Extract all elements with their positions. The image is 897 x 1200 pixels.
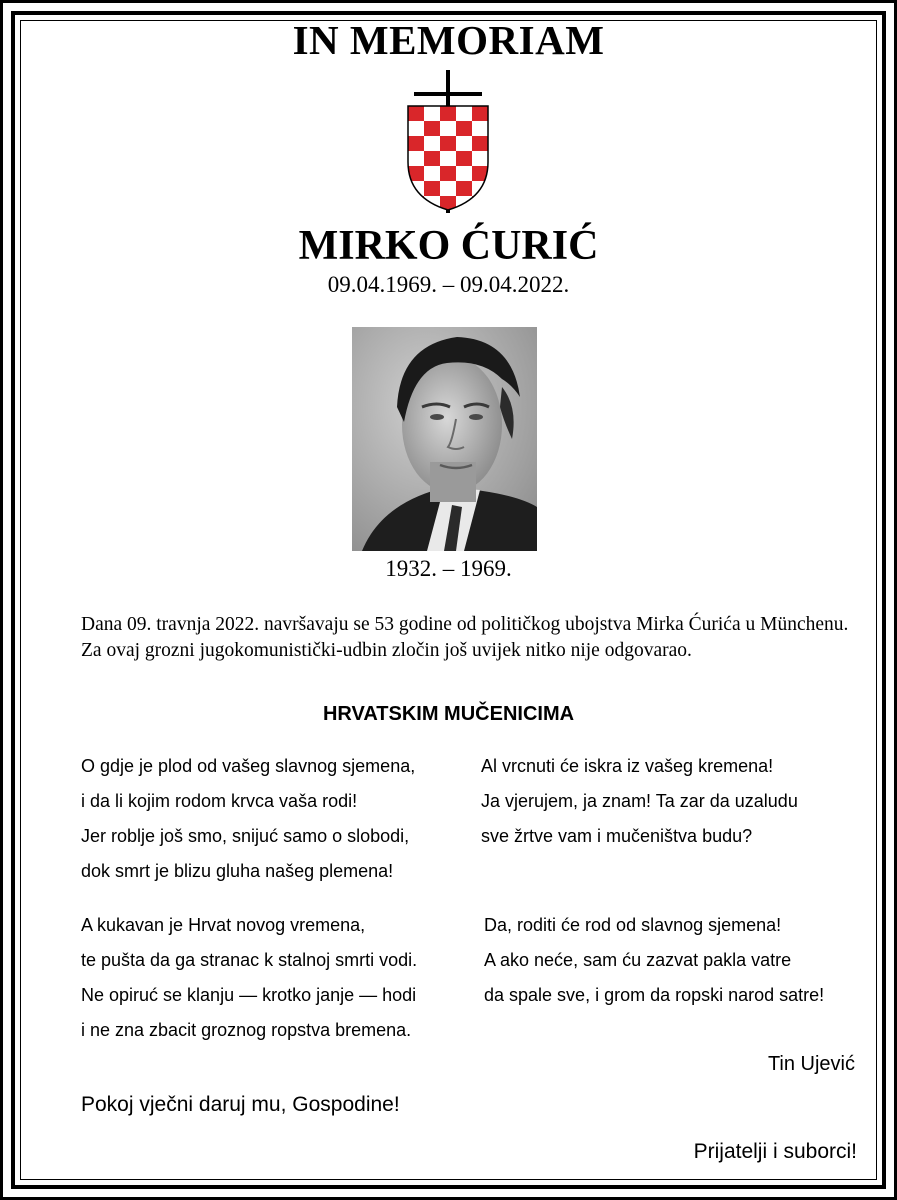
shield-checker bbox=[440, 166, 456, 181]
shield-checker bbox=[472, 106, 488, 121]
shield-checker bbox=[456, 136, 472, 151]
shield-checker bbox=[408, 196, 424, 211]
shield-checker bbox=[424, 136, 440, 151]
shield-checker bbox=[440, 121, 456, 136]
poem-line: i ne zna zbacit groznog ropstva bremena. bbox=[81, 1020, 412, 1040]
poem-line: te pušta da ga stranac k stalnoj smrti vodi. bbox=[81, 950, 418, 970]
shield-checker bbox=[456, 151, 472, 166]
poem-stanza-3 bbox=[481, 749, 798, 854]
anniversary-dates: 09.04.1969. – 09.04.2022. bbox=[327, 272, 570, 297]
memorial-notice: Dana 09. travnja 2022. navršavaju se 53 godine od političkog ubojstva Mirka Ćurića u Münchenu. Za ovaj grozni jugokomunistički-udbin zločin još uvijek nitko nije odgovarao. bbox=[81, 614, 849, 661]
shield-checker bbox=[456, 181, 472, 196]
shield-checker bbox=[472, 151, 488, 166]
shield-checker bbox=[472, 121, 488, 136]
poem-stanza-1 bbox=[81, 749, 415, 889]
cross-checkered-shield-icon bbox=[404, 70, 492, 215]
poem-title: HRVATSKIM MUČENICIMA bbox=[322, 703, 575, 725]
shield-checker bbox=[424, 151, 440, 166]
shield-checker bbox=[408, 151, 424, 166]
poem-line: Al vrcnuti će iskra iz vašeg kremena! bbox=[481, 756, 774, 776]
poem-line: sve žrtve vam i mučeništva budu? bbox=[481, 826, 753, 846]
shield-checker bbox=[408, 136, 424, 151]
shield-checker bbox=[424, 121, 440, 136]
poem-line: i da li kojim rodom krvca vaša rodi! bbox=[81, 791, 358, 811]
poem-author: Tin Ujević bbox=[767, 1053, 855, 1075]
closing-prayer: Pokoj vječni daruj mu, Gospodine! bbox=[81, 1093, 400, 1116]
poem-line: Jer roblje još smo, snijuć samo o slobodi, bbox=[81, 826, 410, 846]
portrait-photo bbox=[352, 327, 537, 551]
poem-line: O gdje je plod od vašeg slavnog sjemena, bbox=[81, 756, 416, 776]
shield-checker bbox=[440, 136, 456, 151]
poem-line: A kukavan je Hrvat novog vremena, bbox=[81, 915, 366, 935]
poem-stanza-2 bbox=[81, 908, 417, 1048]
shield-checker bbox=[456, 166, 472, 181]
shield-checker bbox=[472, 196, 488, 211]
signature: Prijatelji i suborci! bbox=[693, 1140, 857, 1163]
shield-checker bbox=[456, 106, 472, 121]
poem-line: Ne opiruć se klanju — krotko janje — hodi bbox=[81, 985, 417, 1005]
poem-line: da spale sve, i grom da ropski narod satre! bbox=[484, 985, 825, 1005]
shield-checker bbox=[440, 181, 456, 196]
poem-line: A ako neće, sam ću zazvat pakla vatre bbox=[484, 950, 792, 970]
poem-stanza-4 bbox=[484, 908, 824, 1013]
page-title: IN MEMORIAM bbox=[292, 17, 605, 63]
deceased-name: MIRKO ĆURIĆ bbox=[298, 223, 599, 269]
shield-checker bbox=[424, 166, 440, 181]
shield-checker bbox=[424, 181, 440, 196]
poem-line: dok smrt je blizu gluha našeg plemena! bbox=[81, 861, 394, 881]
shield-checker bbox=[424, 106, 440, 121]
lifespan-years: 1932. – 1969. bbox=[385, 556, 512, 581]
shield-checker bbox=[408, 106, 424, 121]
shield-checker bbox=[440, 151, 456, 166]
shield-checker bbox=[408, 121, 424, 136]
shield-checker bbox=[456, 121, 472, 136]
shield-checker bbox=[472, 136, 488, 151]
shield-checker bbox=[440, 106, 456, 121]
poem-line: Ja vjerujem, ja znam! Ta zar da uzaludu bbox=[481, 791, 798, 811]
poem-line: Da, roditi će rod od slavnog sjemena! bbox=[484, 915, 782, 935]
